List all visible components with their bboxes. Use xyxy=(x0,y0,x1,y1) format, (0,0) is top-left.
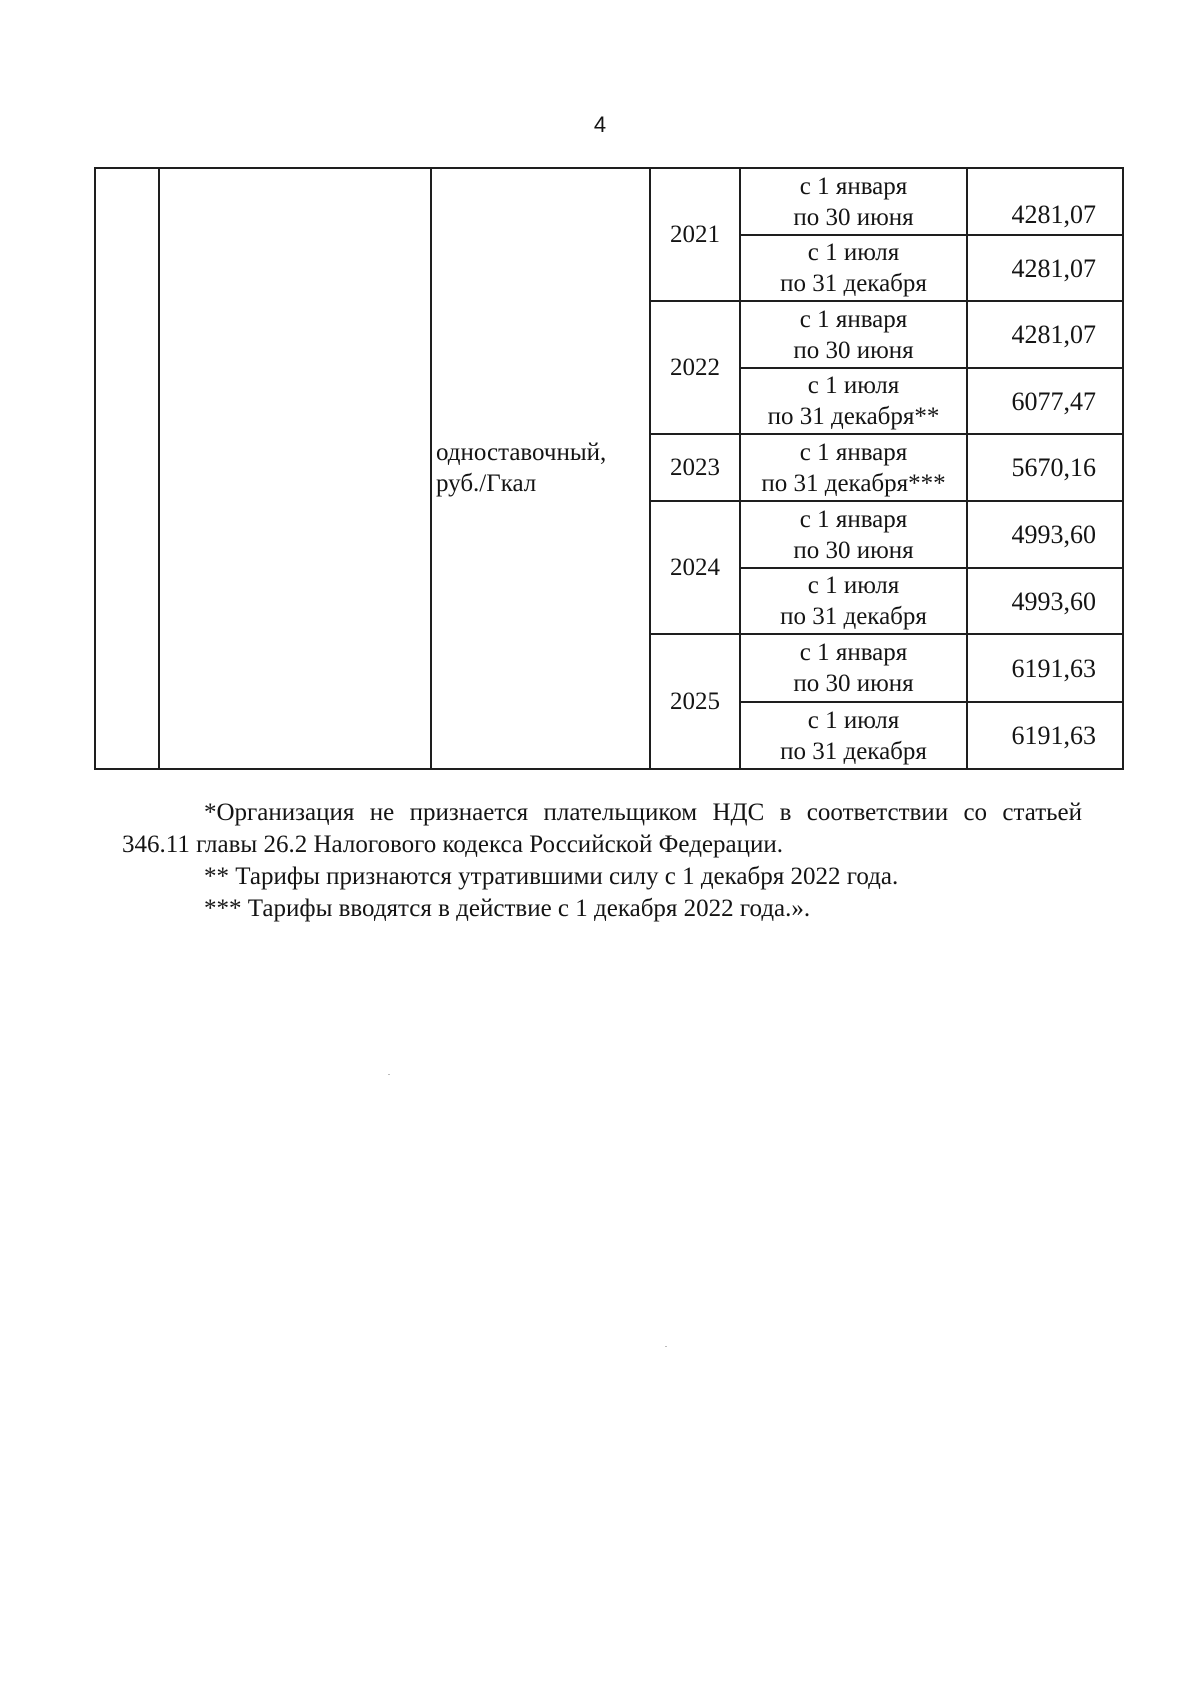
tariff-unit-label: руб./Гкал xyxy=(436,470,537,497)
period-cell xyxy=(741,236,966,300)
tariff-value-cell: 4281,07 xyxy=(1011,320,1096,349)
tariff-value-cell: 5670,16 xyxy=(1011,453,1096,482)
period-cell xyxy=(741,369,966,433)
tariff-type-label: одноставочный, xyxy=(436,439,607,466)
period-start: с 1 июля xyxy=(807,239,900,266)
period-cell xyxy=(741,569,966,633)
period-end: по 30 июня xyxy=(793,536,914,564)
page-number: 4 xyxy=(593,112,607,137)
period-end: по 31 декабря** xyxy=(767,403,940,430)
period-end: по 31 декабря xyxy=(780,603,927,630)
period-end: по 31 декабря*** xyxy=(761,469,946,497)
footnote-tariff-effective: *** Тарифы вводятся в действие с 1 декабря 2022 года.». xyxy=(204,895,811,922)
year-cell: 2024 xyxy=(670,554,720,581)
tariff-value-cell: 4281,07 xyxy=(1011,253,1096,283)
period-cell xyxy=(741,502,966,567)
column-divider xyxy=(158,167,160,770)
tariff-value-cell: 4993,60 xyxy=(1011,520,1096,549)
period-start: с 1 июля xyxy=(807,706,900,734)
period-cell xyxy=(741,169,966,234)
tariff-type-cell xyxy=(436,437,646,517)
period-cell xyxy=(741,635,966,701)
tariff-value-cell: 4281,07 xyxy=(1011,200,1096,229)
scan-speck xyxy=(665,1346,667,1347)
tariff-value-cell: 6191,63 xyxy=(1011,721,1096,750)
column-divider xyxy=(430,167,432,770)
footnote-vat: *Организация не признается плательщиком НДС в соответствии со статьей 346.11 главы 26.2 Налогового кодекса Российской Федерации. xyxy=(122,799,1082,858)
table-right-border xyxy=(1122,167,1124,770)
footnote-tariff-expired: ** Тарифы признаются утратившими силу с 1 декабря 2022 года. xyxy=(204,863,899,890)
footnotes xyxy=(122,797,1082,925)
year-cell: 2022 xyxy=(670,354,720,381)
tariff-table xyxy=(94,167,1124,770)
period-end: по 30 июня xyxy=(793,336,914,364)
period-start: с 1 июля xyxy=(807,572,900,599)
period-cell xyxy=(741,302,966,367)
period-cell xyxy=(741,435,966,500)
tariff-value-cell: 6077,47 xyxy=(1011,386,1096,416)
period-end: по 30 июня xyxy=(793,203,914,231)
table-left-border xyxy=(94,167,96,770)
tariff-value-cell: 4993,60 xyxy=(1011,586,1096,616)
year-cell: 2025 xyxy=(670,688,720,715)
period-end: по 30 июня xyxy=(793,670,914,697)
period-start: с 1 января xyxy=(799,305,908,333)
tariff-value-cell: 6191,63 xyxy=(1011,653,1096,683)
period-end: по 31 декабря xyxy=(780,270,927,297)
period-start: с 1 января xyxy=(799,505,908,533)
year-cell: 2023 xyxy=(670,454,720,481)
period-cell xyxy=(741,703,966,768)
period-end: по 31 декабря xyxy=(780,737,927,765)
table-bottom-border xyxy=(94,768,1124,770)
period-start: с 1 января xyxy=(799,639,908,666)
period-start: с 1 июля xyxy=(807,372,900,399)
scan-speck xyxy=(388,1074,390,1075)
year-cell: 2021 xyxy=(670,221,720,248)
period-start: с 1 января xyxy=(799,172,908,200)
period-start: с 1 января xyxy=(799,438,908,466)
